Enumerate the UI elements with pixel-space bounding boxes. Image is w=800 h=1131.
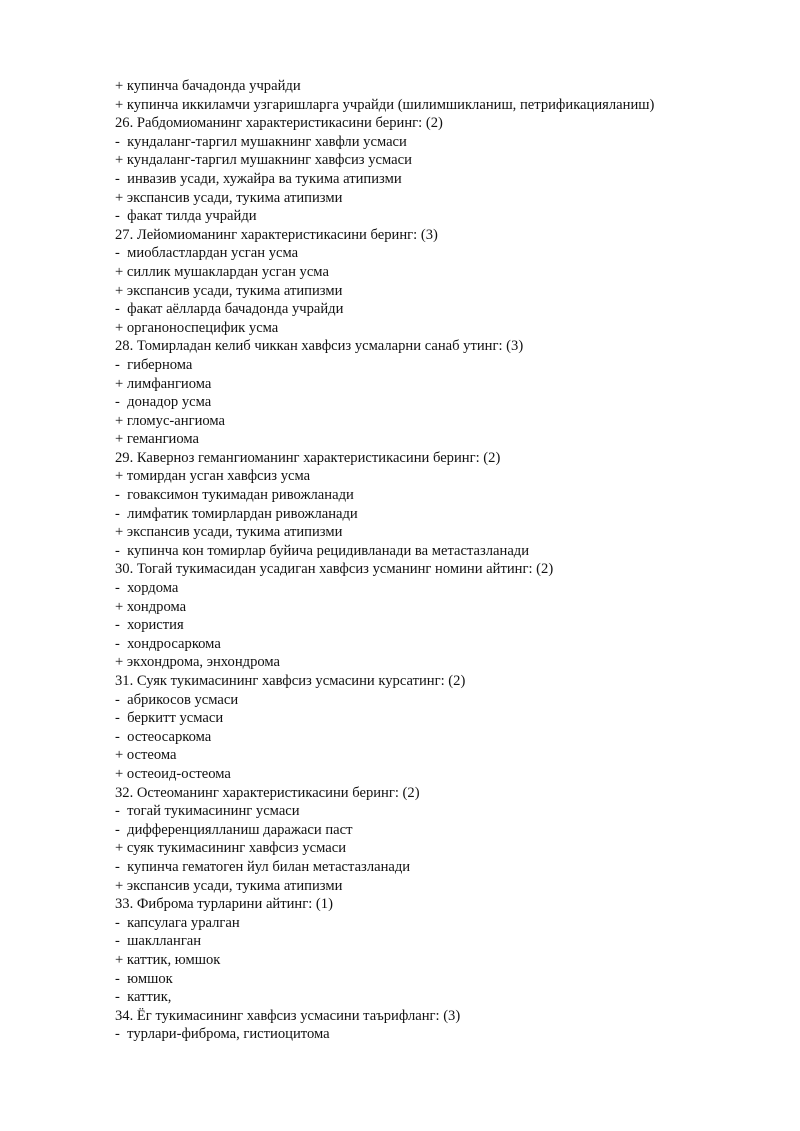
text-line: - инвазив усади, хужайра ва тукима атипизми [115, 170, 402, 187]
text-line: - факат тилда учрайди [115, 208, 257, 225]
text-line: - хордома [115, 580, 179, 597]
text-line: - гибернома [115, 356, 193, 373]
text-line: - каттик, [115, 989, 172, 1006]
text-line: - дифференциялланиш даражаси паст [115, 821, 353, 838]
text-line: + экспансив усади, тукима атипизми [115, 282, 343, 299]
text-line: - шаклланган [115, 933, 202, 950]
text-line: 34. Ёг тукимасининг хавфсиз усмасини таърифланг: (3) [115, 1007, 461, 1024]
text-line: - купинча кон томирлар буйича рецидивланади ва метастазланади [115, 542, 530, 559]
text-line: 33. Фиброма турларини айтинг: (1) [115, 896, 333, 913]
text-line: 32. Остеоманинг характеристикасини беринг: (2) [115, 784, 420, 801]
text-line: + остеома [115, 747, 177, 764]
text-line: 31. Суяк тукимасининг хавфсиз усмасини курсатинг: (2) [115, 673, 466, 689]
text-line: - говаксимон тукимадан ривожланади [115, 487, 354, 504]
text-line: - хористия [115, 617, 184, 634]
text-line: 26. Рабдомиоманинг характеристикасини беринг: (2) [115, 115, 443, 132]
text-line: - лимфатик томирлардан ривожланади [115, 505, 358, 522]
text-line: - факат аёлларда бачадонда учрайди [115, 301, 344, 318]
text-line: 27. Лейомиоманинг характеристикасини беринг: (3) [115, 226, 438, 243]
text-line: + лимфангиома [115, 375, 212, 392]
text-line: - капсулага уралган [115, 914, 240, 931]
text-line: + купинча бачадонда учрайди [115, 78, 301, 94]
text-line: + остеоид-остеома [115, 765, 231, 782]
text-line: + томирдан усган хавфсиз усма [115, 468, 311, 485]
text-line: - купинча гематоген йул билан метастазланади [115, 858, 411, 875]
text-line: - миобластлардан усган усма [115, 245, 299, 262]
text-line: + купинча иккиламчи узгаришларга учрайди (шилимшикланиш, петрификацияланиш) [115, 96, 655, 113]
text-line: - тогай тукимасининг усмаси [115, 803, 300, 820]
text-line: + силлик мушаклардан усган усма [115, 263, 329, 280]
text-line: - абрикосов усмаси [115, 691, 239, 708]
text-line: + экхондрома, энхондрома [115, 654, 281, 671]
text-body [115, 77, 785, 1044]
text-line: 29. Каверноз гемангиоманинг характеристикасини беринг: (2) [115, 449, 501, 466]
text-line: - донадор усма [115, 394, 212, 411]
text-line: + органоноспецифик усма [115, 319, 279, 336]
text-line: + каттик, юмшок [115, 951, 221, 968]
text-line: + экспансив усади, тукима атипизми [115, 189, 343, 206]
text-line: + гемангиома [115, 431, 199, 448]
text-line: 28. Томирладан келиб чиккан хавфсиз усмаларни санаб утинг: (3) [115, 338, 524, 355]
text-line: - кундаланг-таргил мушакнинг хавфли усмаси [115, 133, 407, 150]
text-line: - юмшок [115, 970, 173, 987]
text-line: - беркитт усмаси [115, 710, 224, 727]
text-line: + кундаланг-таргил мушакнинг хавфсиз усмаси [115, 152, 412, 169]
text-line: + экспансив усади, тукима атипизми [115, 877, 343, 894]
text-line: - хондросаркома [115, 635, 221, 652]
text-line: - турлари-фиброма, гистиоцитома [115, 1026, 330, 1043]
text-line: 30. Тогай тукимасидан усадиган хавфсиз усманинг номини айтинг: (2) [115, 561, 554, 578]
text-line: + экспансив усади, тукима атипизми [115, 524, 343, 541]
text-line: + суяк тукимасининг хавфсиз усмаси [115, 840, 347, 857]
text-line: - остеосаркома [115, 728, 212, 745]
text-line: + хондрома [115, 598, 187, 615]
text-line: + гломус-ангиома [115, 412, 226, 429]
